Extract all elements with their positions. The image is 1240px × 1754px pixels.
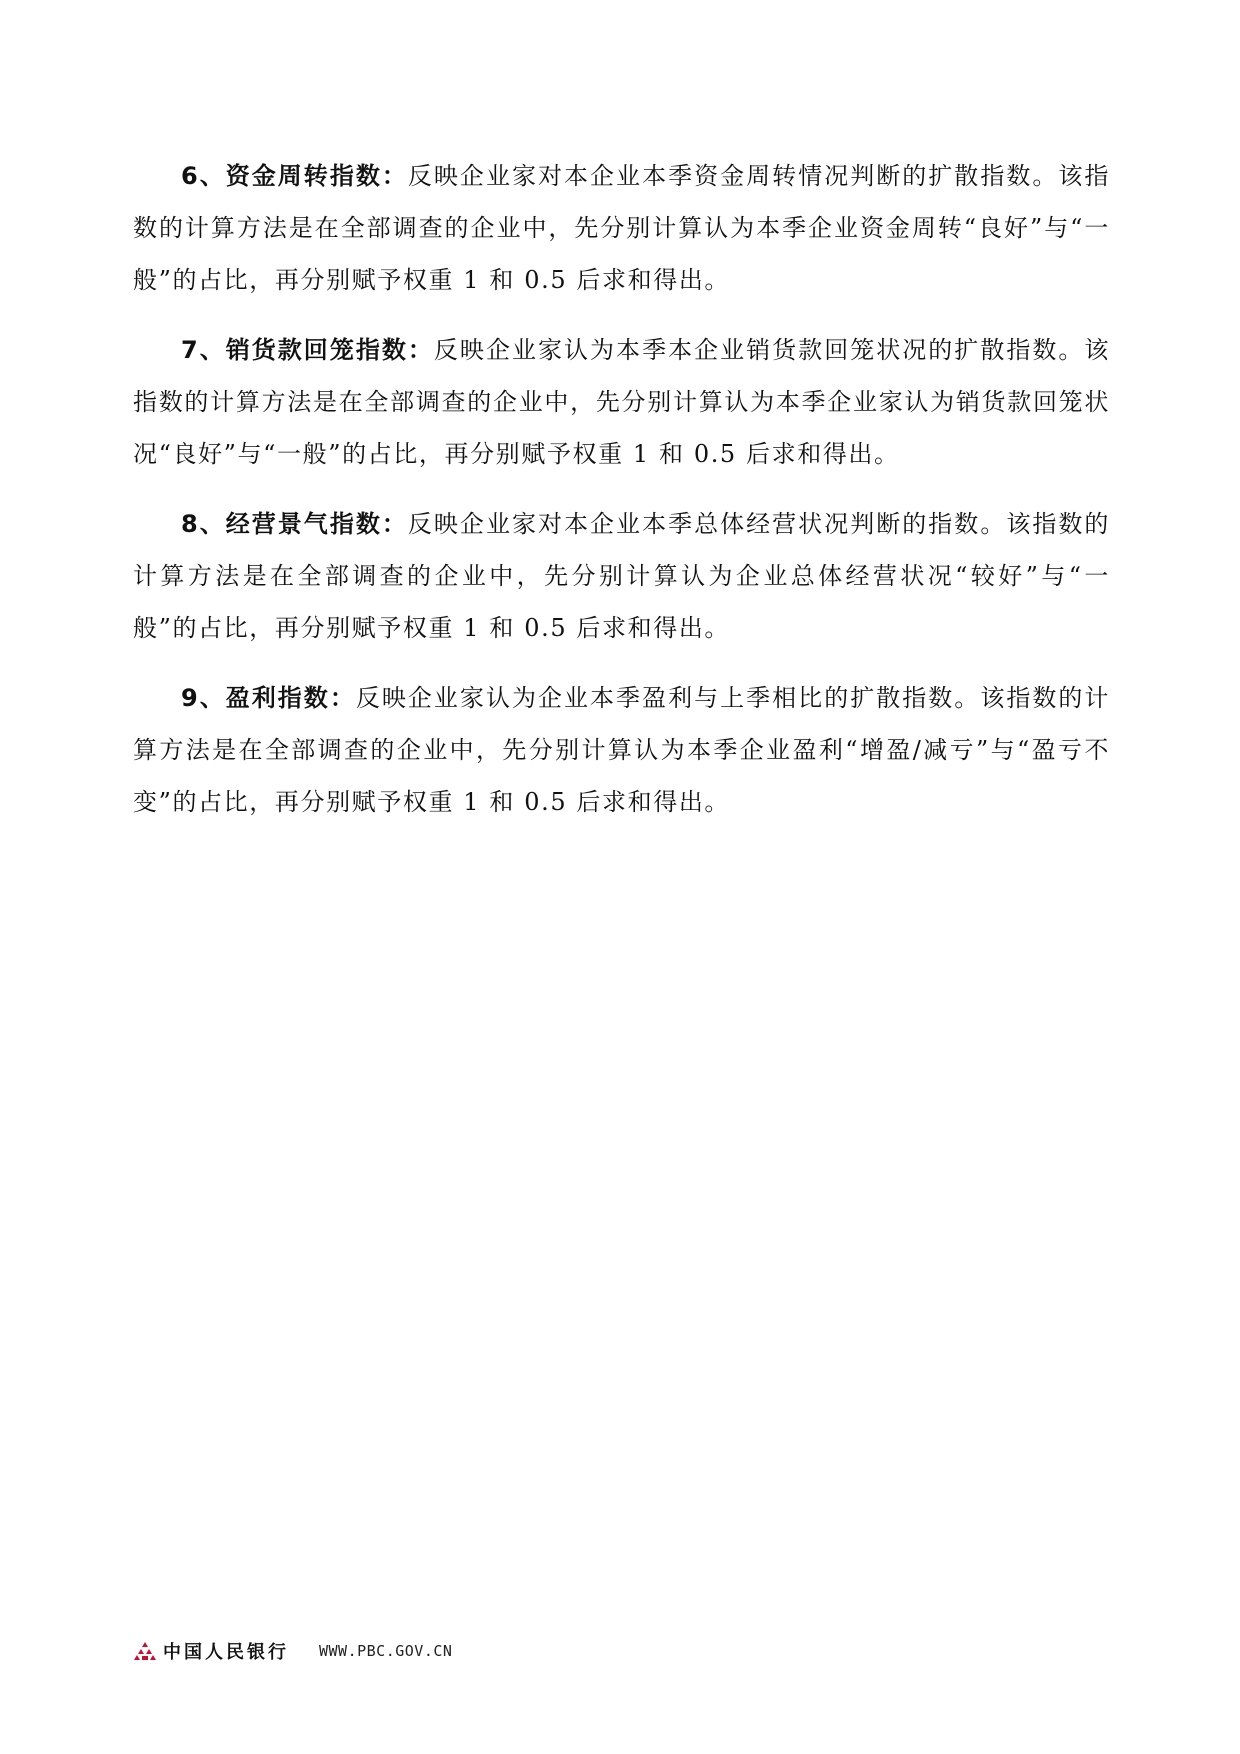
definition-text: 反映企业家对本企业本季总体经营状况判断的指数。该指数的计算方法是在全部调查的企业中，先分别计算认为企业总体经营状况“较好”与“一般”的占比，再分别赋予权重 1 和 0.5 后求和得出。 bbox=[133, 510, 1110, 642]
term-heading: 7、销货款回笼指数： bbox=[181, 336, 434, 364]
document-body bbox=[133, 150, 1110, 846]
page-footer bbox=[133, 1636, 452, 1666]
term-heading: 9、盈利指数： bbox=[181, 684, 356, 712]
term-heading: 8、经营景气指数： bbox=[181, 510, 408, 538]
definition-sales-collection-index bbox=[133, 324, 1110, 480]
definition-text: 反映企业家认为企业本季盈利与上季相比的扩散指数。该指数的计算方法是在全部调查的企业中，先分别计算认为本季企业盈利“增盈/减亏”与“盈亏不变”的占比，再分别赋予权重 1 和 0.5 后求和得出。 bbox=[133, 684, 1110, 816]
definition-text: 反映企业家对本企业本季资金周转情况判断的扩散指数。该指数的计算方法是在全部调查的企业中，先分别计算认为本季企业资金周转“良好”与“一般”的占比，再分别赋予权重 1 和 0.5 后求和得出。 bbox=[133, 162, 1110, 294]
definition-profit-index bbox=[133, 672, 1110, 828]
website-url[interactable]: WWW.PBC.GOV.CN bbox=[319, 1642, 453, 1660]
definition-capital-turnover-index bbox=[133, 150, 1110, 306]
pbc-logo-icon bbox=[133, 1641, 157, 1661]
definition-text: 反映企业家认为本季本企业销货款回笼状况的扩散指数。该指数的计算方法是在全部调查的企业中，先分别计算认为本季企业家认为销货款回笼状况“良好”与“一般”的占比，再分别赋予权重 1 和 0.5 后求和得出。 bbox=[133, 336, 1110, 468]
bank-name: 中国人民银行 bbox=[163, 1642, 289, 1663]
definition-business-climate-index bbox=[133, 498, 1110, 654]
term-heading: 6、资金周转指数： bbox=[181, 162, 408, 190]
